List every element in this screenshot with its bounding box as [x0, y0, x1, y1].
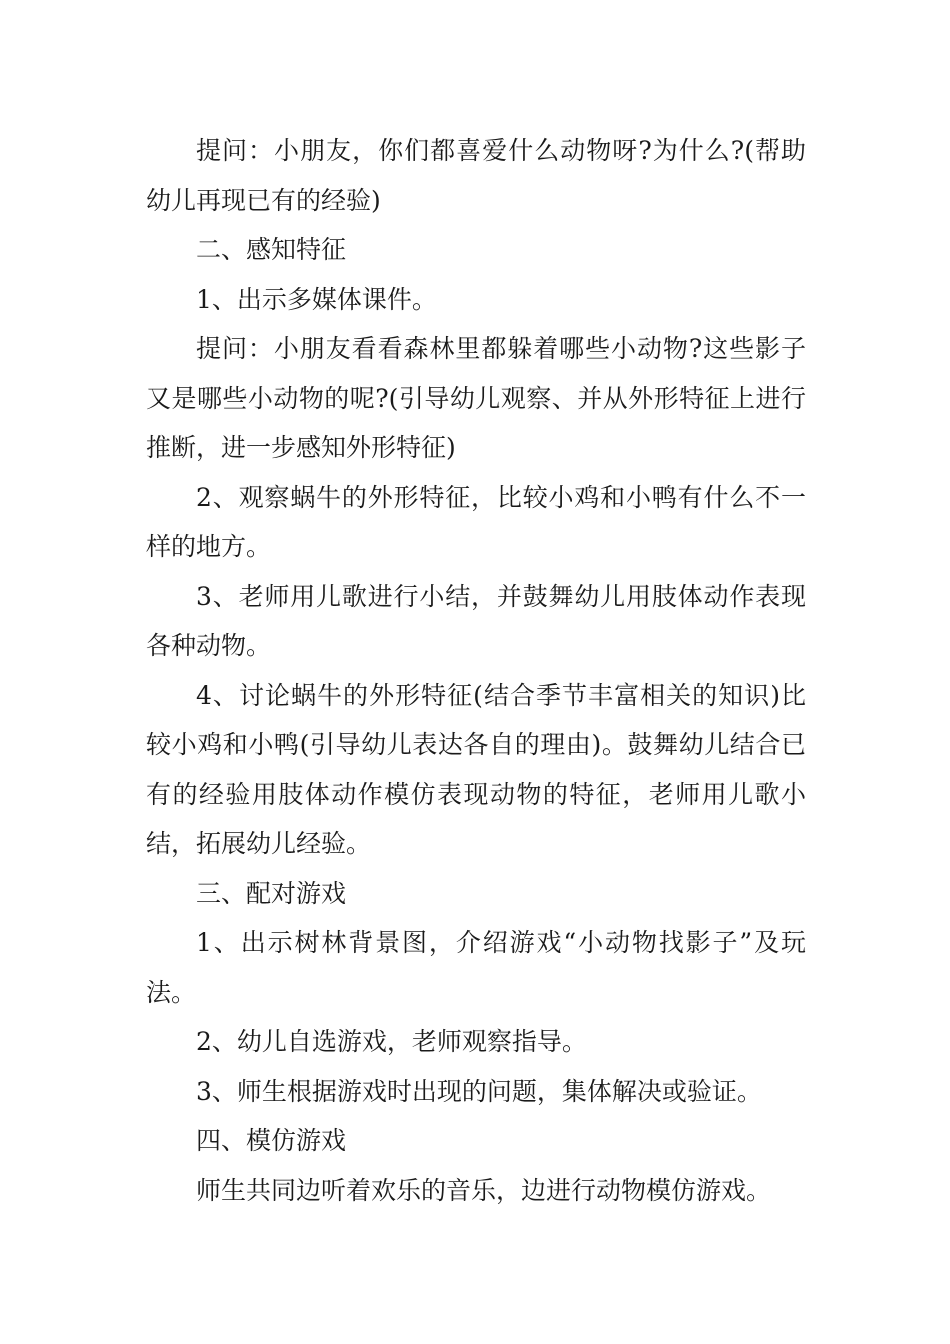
- document-page: [146, 126, 806, 1215]
- paragraph-step-show-multimedia: 1、出示多媒体课件。: [196, 284, 437, 314]
- paragraph-step-discuss-features: 4、讨论蜗牛的外形特征(结合季节丰富相关的知识)比较小鸡和小鸭(引导幼儿表达各自的理由)。鼓舞幼儿结合已有的经验用肢体动作模仿表现动物的特征，老师用儿歌小结，拓展幼儿经验。: [146, 680, 806, 858]
- paragraph-question-forest-animals: 提问：小朋友看看森林里都躲着哪些小动物?这些影子又是哪些小动物的呢?(引导幼儿观察、并从外形特征上进行推断，进一步感知外形特征): [146, 334, 806, 462]
- section-heading-imitation-game: 四、模仿游戏: [196, 1126, 347, 1155]
- paragraph-step-free-choice-game: 2、幼儿自选游戏，老师观察指导。: [196, 1027, 587, 1056]
- section-heading-matching-game: 三、配对游戏: [196, 878, 347, 908]
- paragraph-step-teacher-summary: 3、老师用儿歌进行小结，并鼓舞幼儿用肢体动作表现各种动物。: [146, 581, 806, 660]
- paragraph-imitation-activity: 师生共同边听着欢乐的音乐，边进行动物模仿游戏。: [196, 1175, 772, 1205]
- paragraph-question-favorite-animals: 提问：小朋友，你们都喜爱什么动物呀?为什么?(帮助幼儿再现已有的经验): [146, 136, 806, 215]
- paragraph-step-observe-snail: 2、观察蜗牛的外形特征，比较小鸡和小鸭有什么不一样的地方。: [146, 482, 806, 561]
- paragraph-step-show-background: 1、出示树林背景图，介绍游戏“小动物找影子”及玩法。: [146, 928, 806, 1007]
- section-heading-perceive-features: 二、感知特征: [196, 235, 347, 264]
- paragraph-step-solve-problems: 3、师生根据游戏时出现的问题，集体解决或验证。: [196, 1076, 762, 1106]
